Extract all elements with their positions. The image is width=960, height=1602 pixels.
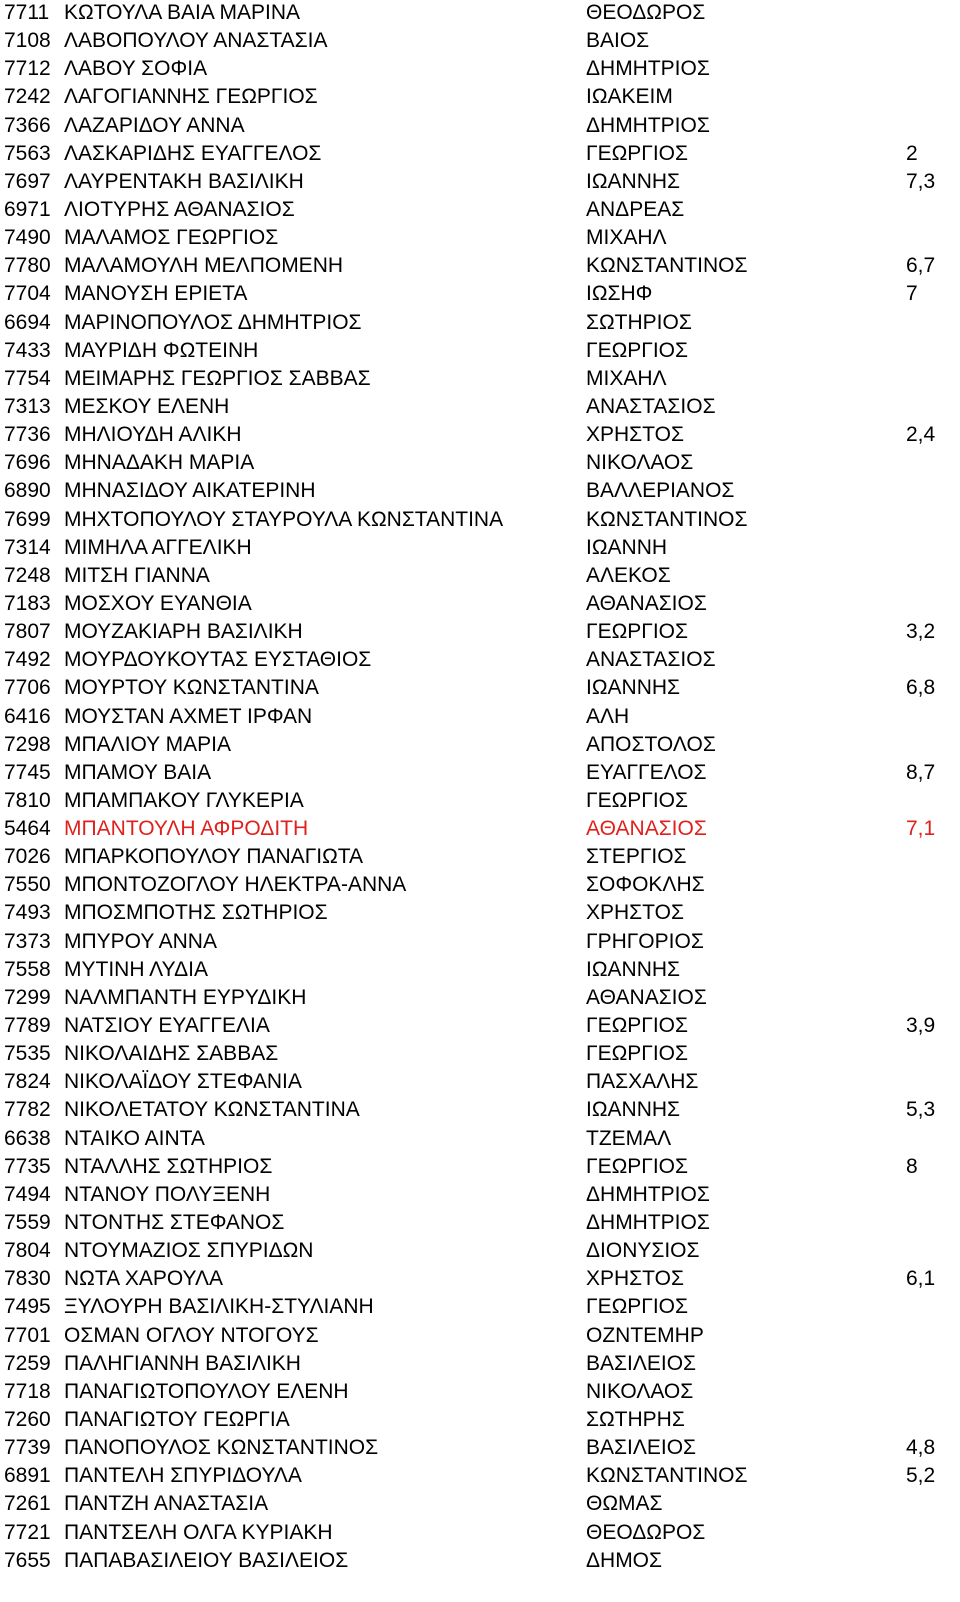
table-row bbox=[0, 449, 960, 477]
row-id: 7655 bbox=[4, 1548, 51, 1572]
grade-value: 7 bbox=[906, 282, 918, 306]
father-name: ΑΘΑΝΑΣΙΟΣ bbox=[586, 985, 707, 1009]
row-id: 6416 bbox=[4, 704, 51, 728]
student-name: ΝΤΑΝΟΥ ΠΟΛΥΞΕΝΗ bbox=[64, 1182, 271, 1206]
table-row bbox=[0, 196, 960, 224]
table-row bbox=[0, 140, 960, 168]
row-id: 7242 bbox=[4, 85, 51, 109]
grade-value: 4,8 bbox=[906, 1436, 936, 1460]
student-name: ΠΑΝΤΖΗ ΑΝΑΣΤΑΣΙΑ bbox=[64, 1492, 269, 1516]
table-row bbox=[0, 984, 960, 1012]
table-row bbox=[0, 646, 960, 674]
student-name: ΛΑΥΡΕΝΤΑΚΗ ΒΑΣΙΛΙΚΗ bbox=[64, 169, 304, 193]
student-name: ΞΥΛΟΥΡΗ ΒΑΣΙΛΙΚΗ-ΣΤΥΛΙΑΝΗ bbox=[64, 1295, 374, 1319]
row-id: 7789 bbox=[4, 1014, 51, 1038]
father-name: ΚΩΝΣΤΑΝΤΙΝΟΣ bbox=[586, 1464, 748, 1488]
table-row bbox=[0, 871, 960, 899]
student-name: ΜΗΧΤΟΠΟΥΛΟΥ ΣΤΑΥΡΟΥΛΑ ΚΩΝΣΤΑΝΤΙΝΑ bbox=[64, 507, 504, 531]
table-row bbox=[0, 1490, 960, 1518]
table-row bbox=[0, 787, 960, 815]
row-id: 7780 bbox=[4, 254, 51, 278]
row-id: 7807 bbox=[4, 620, 51, 644]
table-row bbox=[0, 1012, 960, 1040]
student-name: ΜΠΟΝΤΟΖΟΓΛΟΥ ΗΛΕΚΤΡΑ-ΑΝΝΑ bbox=[64, 873, 407, 897]
father-name: ΙΩΑΝΝΗΣ bbox=[586, 676, 681, 700]
row-id: 7108 bbox=[4, 29, 51, 53]
student-name: ΠΑΝΟΠΟΥΛΟΣ ΚΩΝΣΤΑΝΤΙΝΟΣ bbox=[64, 1436, 379, 1460]
father-name: ΘΕΟΔΩΡΟΣ bbox=[586, 1, 706, 24]
father-name: ΙΩΑΝΝΗΣ bbox=[586, 169, 681, 193]
father-name: ΑΘΑΝΑΣΙΟΣ bbox=[586, 817, 707, 841]
row-id: 7559 bbox=[4, 1211, 51, 1235]
row-id: 7314 bbox=[4, 535, 51, 559]
table-row bbox=[0, 843, 960, 871]
father-name: ΧΡΗΣΤΟΣ bbox=[586, 901, 684, 925]
grade-value: 6,7 bbox=[906, 254, 936, 278]
student-name: ΝΙΚΟΛΑΙΔΗΣ ΣΑΒΒΑΣ bbox=[64, 1042, 279, 1066]
father-name: ΓΕΩΡΓΙΟΣ bbox=[586, 141, 688, 165]
table-row bbox=[0, 815, 960, 843]
student-name: ΜΑΥΡΙΔΗ ΦΩΤΕΙΝΗ bbox=[64, 338, 259, 362]
father-name: ΓΡΗΓΟΡΙΟΣ bbox=[586, 929, 704, 953]
table-row bbox=[0, 956, 960, 984]
student-name: ΠΑΠΑΒΑΣΙΛΕΙΟΥ ΒΑΣΙΛΕΙΟΣ bbox=[64, 1548, 349, 1572]
table-row bbox=[0, 337, 960, 365]
student-name: ΠΑΝΑΓΙΩΤΟΠΟΥΛΟΥ ΕΛΕΝΗ bbox=[64, 1379, 349, 1403]
father-name: ΝΙΚΟΛΑΟΣ bbox=[586, 1379, 694, 1403]
student-name: ΜΠΑΛΙΟΥ ΜΑΡΙΑ bbox=[64, 732, 231, 756]
student-name: ΛΑΓΟΓΙΑΝΝΗΣ ΓΕΩΡΓΙΟΣ bbox=[64, 85, 318, 109]
grade-value: 5,2 bbox=[906, 1464, 936, 1488]
table-row bbox=[0, 1153, 960, 1181]
father-name: ΔΗΜΗΤΡΙΟΣ bbox=[586, 113, 710, 137]
father-name: ΓΕΩΡΓΙΟΣ bbox=[586, 1014, 688, 1038]
father-name: ΑΝΑΣΤΑΣΙΟΣ bbox=[586, 648, 716, 672]
grade-value: 5,3 bbox=[906, 1098, 936, 1122]
father-name: ΚΩΝΣΤΑΝΤΙΝΟΣ bbox=[586, 254, 748, 278]
student-name: ΜΟΥΡΔΟΥΚΟΥΤΑΣ ΕΥΣΤΑΘΙΟΣ bbox=[64, 648, 372, 672]
father-name: ΑΝΑΣΤΑΣΙΟΣ bbox=[586, 394, 716, 418]
student-name: ΜΠΑΜΟΥ ΒΑΙΑ bbox=[64, 760, 212, 784]
father-name: ΣΩΤΗΡΙΟΣ bbox=[586, 310, 692, 334]
student-name: ΝΤΟΥΜΑΖΙΟΣ ΣΠΥΡΙΔΩΝ bbox=[64, 1239, 314, 1263]
student-name: ΜΟΣΧΟΥ ΕΥΑΝΘΙΑ bbox=[64, 591, 252, 615]
table-row bbox=[0, 534, 960, 562]
table-row bbox=[0, 590, 960, 618]
row-id: 6971 bbox=[4, 197, 51, 221]
father-name: ΓΕΩΡΓΙΟΣ bbox=[586, 620, 688, 644]
student-name: ΜΕΙΜΑΡΗΣ ΓΕΩΡΓΙΟΣ ΣΑΒΒΑΣ bbox=[64, 366, 371, 390]
father-name: ΔΙΟΝΥΣΙΟΣ bbox=[586, 1239, 700, 1263]
student-name: ΝΤΟΝΤΗΣ ΣΤΕΦΑΝΟΣ bbox=[64, 1211, 285, 1235]
father-name: ΓΕΩΡΓΙΟΣ bbox=[586, 1042, 688, 1066]
row-id: 7563 bbox=[4, 141, 51, 165]
row-id: 7704 bbox=[4, 282, 51, 306]
row-id: 7754 bbox=[4, 366, 51, 390]
student-name: ΝΑΛΜΠΑΝΤΗ ΕΥΡΥΔΙΚΗ bbox=[64, 985, 307, 1009]
row-id: 7183 bbox=[4, 591, 51, 615]
row-id: 7026 bbox=[4, 845, 51, 869]
student-name: ΜΠΑΡΚΟΠΟΥΛΟΥ ΠΑΝΑΓΙΩΤΑ bbox=[64, 845, 364, 869]
student-name: ΜΑΛΑΜΟΥΛΗ ΜΕΛΠΟΜΕΝΗ bbox=[64, 254, 344, 278]
row-id: 7696 bbox=[4, 451, 51, 475]
student-name: ΜΗΝΑΔΑΚΗ ΜΑΡΙΑ bbox=[64, 451, 255, 475]
row-id: 7298 bbox=[4, 732, 51, 756]
student-name: ΜΑΝΟΥΣΗ ΕΡΙΕΤΑ bbox=[64, 282, 248, 306]
row-id: 7492 bbox=[4, 648, 51, 672]
grade-value: 8,7 bbox=[906, 760, 936, 784]
row-id: 7313 bbox=[4, 394, 51, 418]
father-name: ΙΩΑΝΝΗΣ bbox=[586, 1098, 681, 1122]
row-id: 7299 bbox=[4, 985, 51, 1009]
student-name: ΛΑΒΟΥ ΣΟΦΙΑ bbox=[64, 57, 208, 81]
student-name: ΝΙΚΟΛΕΤΑΤΟΥ ΚΩΝΣΤΑΝΤΙΝΑ bbox=[64, 1098, 360, 1122]
table-row bbox=[0, 759, 960, 787]
student-name: ΠΑΝΤΣΕΛΗ ΟΛΓΑ ΚΥΡΙΑΚΗ bbox=[64, 1520, 333, 1544]
student-name: ΜΑΛΑΜΟΣ ΓΕΩΡΓΙΟΣ bbox=[64, 226, 279, 250]
table-row bbox=[0, 421, 960, 449]
table-row bbox=[0, 1434, 960, 1462]
row-id: 7259 bbox=[4, 1351, 51, 1375]
father-name: ΒΑΙΟΣ bbox=[586, 29, 650, 53]
table-row bbox=[0, 83, 960, 111]
student-name: ΜΗΝΑΣΙΔΟΥ ΑΙΚΑΤΕΡΙΝΗ bbox=[64, 479, 316, 503]
father-name: ΣΤΕΡΓΙΟΣ bbox=[586, 845, 687, 869]
row-id: 7495 bbox=[4, 1295, 51, 1319]
student-name: ΜΠΑΝΤΟΥΛΗ ΑΦΡΟΔΙΤΗ bbox=[64, 817, 309, 841]
table-row bbox=[0, 280, 960, 308]
row-id: 7261 bbox=[4, 1492, 51, 1516]
table-row bbox=[0, 674, 960, 702]
table-row bbox=[0, 112, 960, 140]
father-name: ΙΩΑΚΕΙΜ bbox=[586, 85, 673, 109]
table-row bbox=[0, 1125, 960, 1153]
table-row bbox=[0, 1068, 960, 1096]
student-name: ΜΥΤΙΝΗ ΛΥΔΙΑ bbox=[64, 957, 208, 981]
row-id: 7735 bbox=[4, 1154, 51, 1178]
row-id: 7366 bbox=[4, 113, 51, 137]
row-id: 7699 bbox=[4, 507, 51, 531]
student-name: ΜΕΣΚΟΥ ΕΛΕΝΗ bbox=[64, 394, 230, 418]
grade-value: 6,1 bbox=[906, 1267, 936, 1291]
father-name: ΓΕΩΡΓΙΟΣ bbox=[586, 1154, 688, 1178]
row-id: 7711 bbox=[4, 1, 50, 24]
father-name: ΒΑΛΛΕΡΙΑΝΟΣ bbox=[586, 479, 735, 503]
row-id: 7558 bbox=[4, 957, 51, 981]
table-row bbox=[0, 224, 960, 252]
father-name: ΑΝΔΡΕΑΣ bbox=[586, 197, 685, 221]
father-name: ΧΡΗΣΤΟΣ bbox=[586, 1267, 684, 1291]
father-name: ΘΩΜΑΣ bbox=[586, 1492, 663, 1516]
student-name: ΜΠΟΣΜΠΟΤΗΣ ΣΩΤΗΡΙΟΣ bbox=[64, 901, 328, 925]
table-row bbox=[0, 1293, 960, 1321]
row-id: 7804 bbox=[4, 1239, 51, 1263]
row-id: 7490 bbox=[4, 226, 51, 250]
grade-value: 3,9 bbox=[906, 1014, 936, 1038]
father-name: ΒΑΣΙΛΕΙΟΣ bbox=[586, 1436, 697, 1460]
table-row bbox=[0, 618, 960, 646]
row-id: 7721 bbox=[4, 1520, 51, 1544]
table-row bbox=[0, 1350, 960, 1378]
table-row bbox=[0, 731, 960, 759]
table-row bbox=[0, 1406, 960, 1434]
father-name: ΙΩΑΝΝΗ bbox=[586, 535, 668, 559]
student-name: ΛΙΟΤΥΡΗΣ ΑΘΑΝΑΣΙΟΣ bbox=[64, 197, 295, 221]
table-row bbox=[0, 477, 960, 505]
row-id: 7718 bbox=[4, 1379, 51, 1403]
student-name: ΠΑΝΤΕΛΗ ΣΠΥΡΙΔΟΥΛΑ bbox=[64, 1464, 302, 1488]
father-name: ΔΗΜΟΣ bbox=[586, 1548, 663, 1572]
row-id: 7433 bbox=[4, 338, 51, 362]
row-id: 7824 bbox=[4, 1070, 51, 1094]
table-row bbox=[0, 365, 960, 393]
student-name: ΝΑΤΣΙΟΥ ΕΥΑΓΓΕΛΙΑ bbox=[64, 1014, 270, 1038]
student-name: ΜΗΛΙΟΥΔΗ ΑΛΙΚΗ bbox=[64, 423, 242, 447]
row-id: 7494 bbox=[4, 1182, 51, 1206]
row-id: 7260 bbox=[4, 1408, 51, 1431]
father-name: ΤΖΕΜΑΛ bbox=[586, 1126, 672, 1150]
table-row bbox=[0, 562, 960, 590]
table-row bbox=[0, 1462, 960, 1490]
father-name: ΙΩΑΝΝΗΣ bbox=[586, 957, 681, 981]
father-name: ΔΗΜΗΤΡΙΟΣ bbox=[586, 1211, 710, 1235]
table-row bbox=[0, 1040, 960, 1068]
table-row bbox=[0, 0, 960, 27]
row-id: 7248 bbox=[4, 563, 51, 587]
row-id: 7782 bbox=[4, 1098, 51, 1122]
table-row bbox=[0, 928, 960, 956]
grade-value: 2,4 bbox=[906, 423, 936, 447]
table-row bbox=[0, 1519, 960, 1547]
father-name: ΓΕΩΡΓΙΟΣ bbox=[586, 338, 688, 362]
row-id: 7830 bbox=[4, 1267, 51, 1291]
father-name: ΧΡΗΣΤΟΣ bbox=[586, 423, 684, 447]
father-name: ΑΘΑΝΑΣΙΟΣ bbox=[586, 591, 707, 615]
father-name: ΟΖΝΤΕΜΗΡ bbox=[586, 1323, 704, 1347]
row-id: 5464 bbox=[4, 817, 51, 841]
row-id: 7736 bbox=[4, 423, 51, 447]
table-row bbox=[0, 506, 960, 534]
grade-value: 6,8 bbox=[906, 676, 936, 700]
father-name: ΓΕΩΡΓΙΟΣ bbox=[586, 788, 688, 812]
table-row bbox=[0, 393, 960, 421]
father-name: ΑΛΗ bbox=[586, 704, 630, 728]
student-name: ΜΟΥΖΑΚΙΑΡΗ ΒΑΣΙΛΙΚΗ bbox=[64, 620, 303, 644]
row-id: 7373 bbox=[4, 929, 51, 953]
student-name: ΠΑΝΑΓΙΩΤΟΥ ΓΕΩΡΓΙΑ bbox=[64, 1408, 290, 1431]
father-name: ΜΙΧΑΗΛ bbox=[586, 226, 667, 250]
father-name: ΘΕΟΔΩΡΟΣ bbox=[586, 1520, 706, 1544]
student-name: ΜΟΥΡΤΟΥ ΚΩΝΣΤΑΝΤΙΝΑ bbox=[64, 676, 319, 700]
father-name: ΝΙΚΟΛΑΟΣ bbox=[586, 451, 694, 475]
student-name: ΜΑΡΙΝΟΠΟΥΛΟΣ ΔΗΜΗΤΡΙΟΣ bbox=[64, 310, 362, 334]
student-name: ΛΑΖΑΡΙΔΟΥ ΑΝΝΑ bbox=[64, 113, 245, 137]
row-id: 7697 bbox=[4, 169, 51, 193]
student-name: ΜΠΥΡΟΥ ΑΝΝΑ bbox=[64, 929, 217, 953]
father-name: ΙΩΣΗΦ bbox=[586, 282, 653, 306]
father-name: ΔΗΜΗΤΡΙΟΣ bbox=[586, 1182, 710, 1206]
student-name: ΜΙΤΣΗ ΓΙΑΝΝΑ bbox=[64, 563, 210, 587]
row-id: 7493 bbox=[4, 901, 51, 925]
row-id: 6638 bbox=[4, 1126, 51, 1150]
father-name: ΑΠΟΣΤΟΛΟΣ bbox=[586, 732, 716, 756]
father-name: ΣΟΦΟΚΛΗΣ bbox=[586, 873, 705, 897]
student-name: ΜΙΜΗΛΑ ΑΓΓΕΛΙΚΗ bbox=[64, 535, 252, 559]
father-name: ΒΑΣΙΛΕΙΟΣ bbox=[586, 1351, 697, 1375]
student-name: ΝΤΑΛΛΗΣ ΣΩΤΗΡΙΟΣ bbox=[64, 1154, 273, 1178]
father-name: ΕΥΑΓΓΕΛΟΣ bbox=[586, 760, 707, 784]
student-name: ΚΩΤΟΥΛΑ ΒΑΙΑ ΜΑΡΙΝΑ bbox=[64, 1, 301, 24]
father-name: ΣΩΤΗΡΗΣ bbox=[586, 1408, 685, 1431]
table-row bbox=[0, 899, 960, 927]
row-id: 6891 bbox=[4, 1464, 51, 1488]
student-name: ΜΟΥΣΤΑΝ ΑΧΜΕΤ ΙΡΦΑΝ bbox=[64, 704, 313, 728]
table-row bbox=[0, 1265, 960, 1293]
father-name: ΠΑΣΧΑΛΗΣ bbox=[586, 1070, 699, 1094]
row-id: 7745 bbox=[4, 760, 51, 784]
row-id: 7712 bbox=[4, 57, 51, 81]
table-row bbox=[0, 703, 960, 731]
student-name: ΝΙΚΟΛΑΪΔΟΥ ΣΤΕΦΑΝΙΑ bbox=[64, 1070, 302, 1094]
table-row bbox=[0, 1237, 960, 1265]
student-name: ΝΩΤΑ ΧΑΡΟΥΛΑ bbox=[64, 1267, 223, 1291]
father-name: ΚΩΝΣΤΑΝΤΙΝΟΣ bbox=[586, 507, 748, 531]
student-name: ΜΠΑΜΠΑΚΟΥ ΓΛΥΚΕΡΙΑ bbox=[64, 788, 304, 812]
student-name: ΛΑΣΚΑΡΙΔΗΣ ΕΥΑΓΓΕΛΟΣ bbox=[64, 141, 322, 165]
table-row bbox=[0, 1322, 960, 1350]
row-id: 7535 bbox=[4, 1042, 51, 1066]
grade-value: 3,2 bbox=[906, 620, 936, 644]
father-name: ΓΕΩΡΓΙΟΣ bbox=[586, 1295, 688, 1319]
father-name: ΑΛΕΚΟΣ bbox=[586, 563, 671, 587]
student-name: ΝΤΑΙΚΟ ΑΙΝΤΑ bbox=[64, 1126, 205, 1150]
row-id: 7739 bbox=[4, 1436, 51, 1460]
father-name: ΔΗΜΗΤΡΙΟΣ bbox=[586, 57, 710, 81]
table-row bbox=[0, 168, 960, 196]
row-id: 7810 bbox=[4, 788, 51, 812]
row-id: 7706 bbox=[4, 676, 51, 700]
grade-value: 7,3 bbox=[906, 169, 936, 193]
row-id: 7701 bbox=[4, 1323, 51, 1347]
table-row bbox=[0, 252, 960, 280]
student-name: ΛΑΒΟΠΟΥΛΟΥ ΑΝΑΣΤΑΣΙΑ bbox=[64, 29, 328, 53]
grade-value: 7,1 bbox=[906, 817, 936, 841]
table-row bbox=[0, 1378, 960, 1406]
table-row bbox=[0, 1096, 960, 1124]
table-row bbox=[0, 309, 960, 337]
table-row bbox=[0, 1209, 960, 1237]
table-row bbox=[0, 27, 960, 55]
grade-value: 2 bbox=[906, 141, 918, 165]
row-id: 7550 bbox=[4, 873, 51, 897]
table-row bbox=[0, 55, 960, 83]
row-id: 6890 bbox=[4, 479, 51, 503]
table-row bbox=[0, 1181, 960, 1209]
grade-value: 8 bbox=[906, 1154, 918, 1178]
student-name: ΟΣΜΑΝ ΟΓΛΟΥ ΝΤΟΓΟΥΣ bbox=[64, 1323, 319, 1347]
student-name: ΠΑΛΗΓΙΑΝΝΗ ΒΑΣΙΛΙΚΗ bbox=[64, 1351, 301, 1375]
table-row bbox=[0, 1547, 960, 1575]
row-id: 6694 bbox=[4, 310, 51, 334]
father-name: ΜΙΧΑΗΛ bbox=[586, 366, 667, 390]
